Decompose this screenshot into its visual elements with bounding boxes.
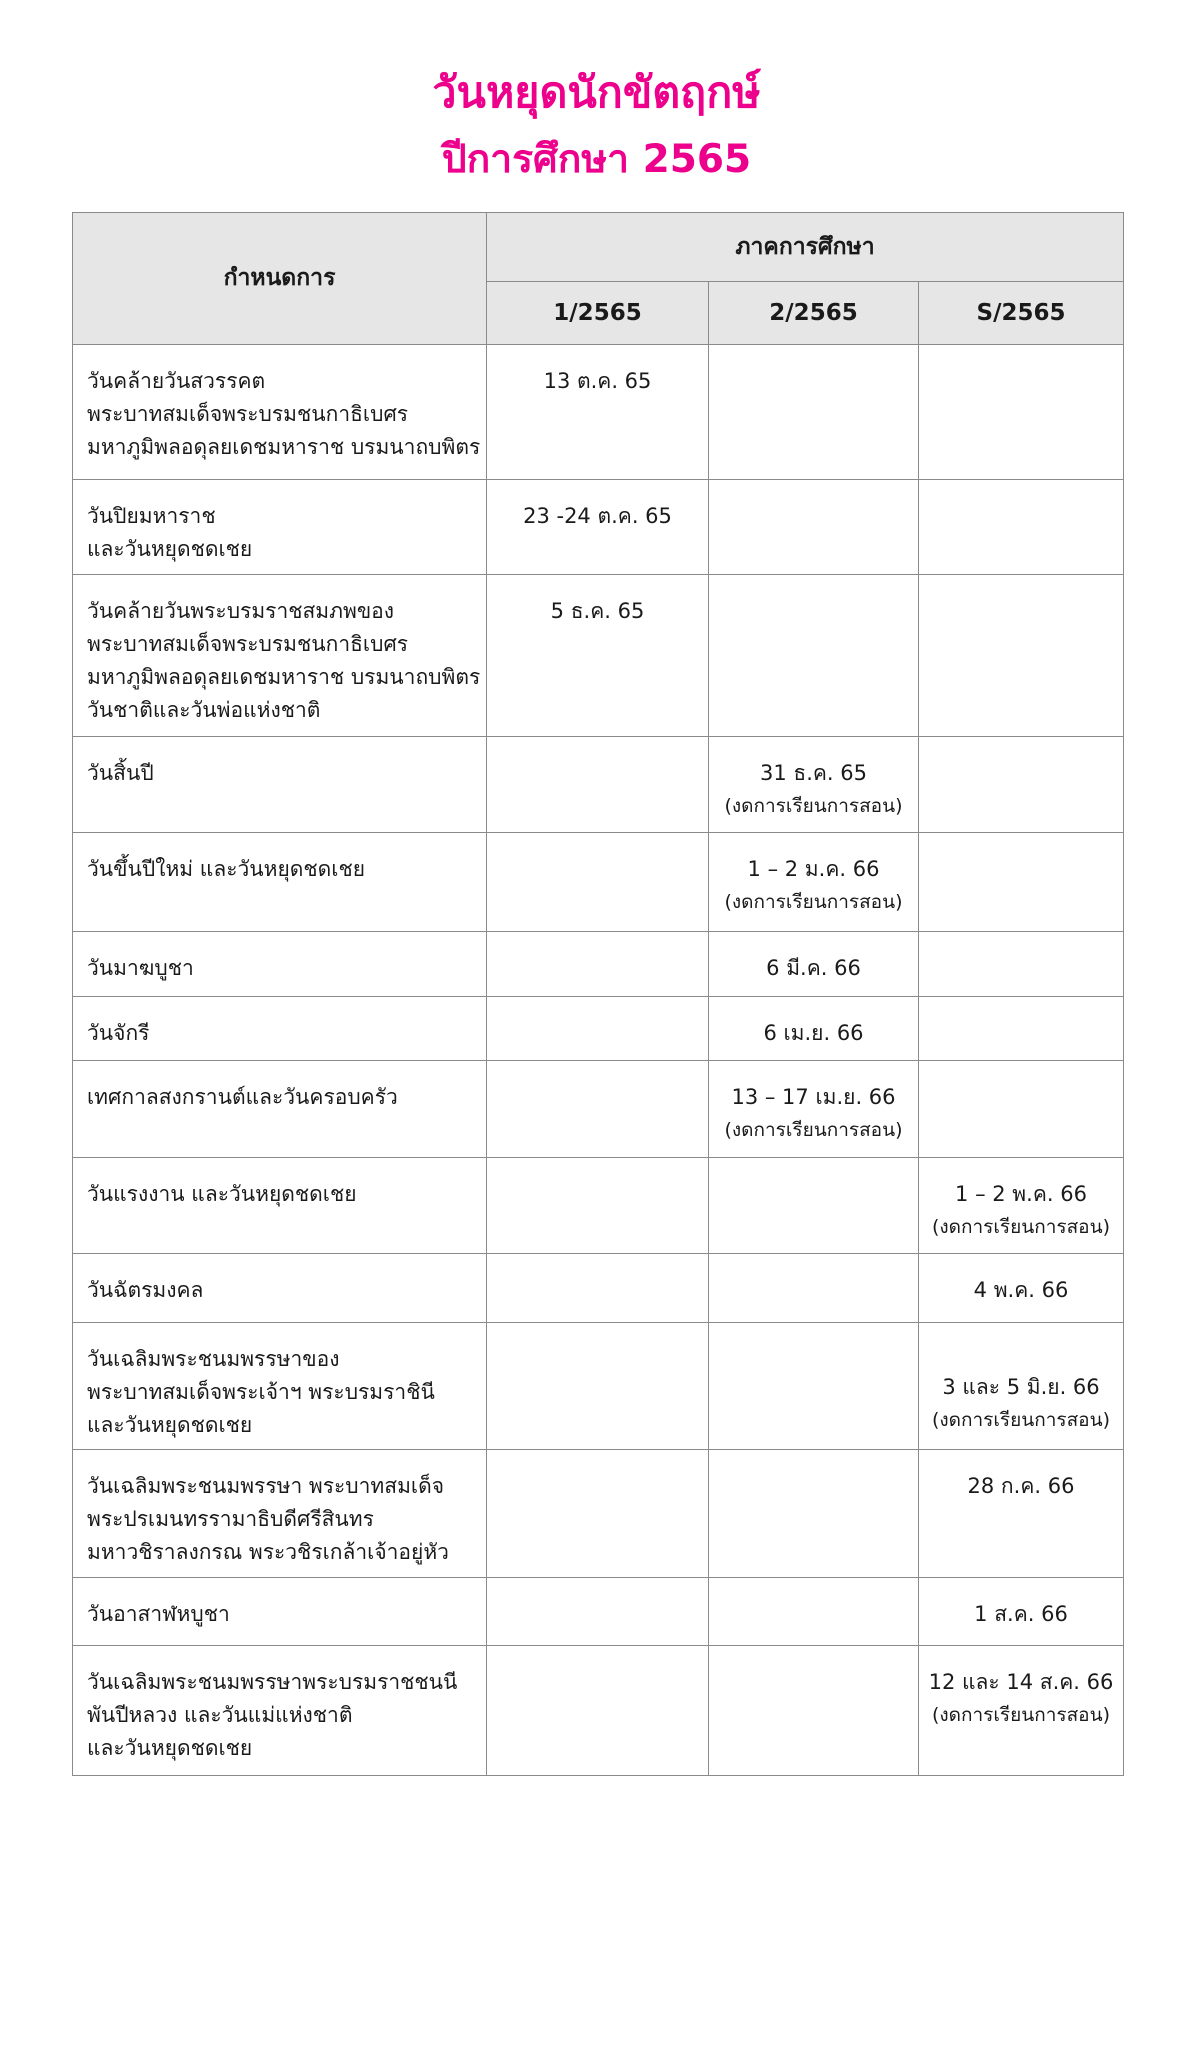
- event-label-line: และวันหยุดชดเชย: [87, 537, 253, 561]
- event-label-line: มหาภูมิพลอดุลยเดชมหาราช บรมนาถบพิตร: [87, 435, 481, 459]
- no-class-note: (งดการเรียนการสอน): [724, 795, 903, 817]
- date-value: 28 ก.ค. 66: [967, 1474, 1075, 1498]
- table-row: [73, 997, 1124, 1061]
- event-label-line: และวันหยุดชดเชย: [87, 1736, 253, 1760]
- date-cell-semester-1: [487, 1450, 709, 1578]
- date-value: 1 – 2 พ.ค. 66: [955, 1182, 1087, 1206]
- event-label-line: วันเฉลิมพระชนมพรรษาของ: [87, 1347, 340, 1371]
- event-label: [73, 1254, 487, 1323]
- event-label: [73, 345, 487, 480]
- event-label-line: วันแรงงาน และวันหยุดชดเชย: [87, 1182, 357, 1206]
- date-cell-semester-s: [919, 1578, 1124, 1646]
- date-cell-semester-1: [487, 575, 709, 737]
- table-row: [73, 1646, 1124, 1776]
- date-cell-semester-2: [709, 1254, 919, 1323]
- date-cell-semester-2: [709, 833, 919, 932]
- date-cell-semester-1: [487, 1061, 709, 1158]
- date-cell-semester-2: [709, 737, 919, 833]
- table-row: [73, 575, 1124, 737]
- no-class-note: (งดการเรียนการสอน): [724, 1119, 903, 1141]
- table-row: [73, 833, 1124, 932]
- date-cell-semester-s: [919, 480, 1124, 575]
- event-label: [73, 1578, 487, 1646]
- event-label-line: วันขึ้นปีใหม่ และวันหยุดชดเชย: [87, 857, 366, 881]
- event-label: [73, 1158, 487, 1254]
- date-cell-semester-2: [709, 575, 919, 737]
- date-value: 3 และ 5 มิ.ย. 66: [942, 1375, 1100, 1399]
- date-cell-semester-2: [709, 1578, 919, 1646]
- header-event: กำหนดการ: [73, 213, 487, 345]
- date-cell-semester-1: [487, 345, 709, 480]
- date-cell-semester-s: [919, 1450, 1124, 1578]
- date-value: 6 มี.ค. 66: [766, 956, 861, 980]
- event-label: [73, 1061, 487, 1158]
- no-class-note: (งดการเรียนการสอน): [931, 1216, 1110, 1238]
- date-cell-semester-1: [487, 932, 709, 997]
- date-cell-semester-1: [487, 1323, 709, 1450]
- event-label: [73, 997, 487, 1061]
- table-row: [73, 737, 1124, 833]
- table-row: [73, 480, 1124, 575]
- table-row: [73, 1254, 1124, 1323]
- event-label-line: วันชาติและวันพ่อแห่งชาติ: [87, 698, 321, 722]
- date-cell-semester-s: [919, 1061, 1124, 1158]
- event-label-line: มหาวชิราลงกรณ พระวชิรเกล้าเจ้าอยู่หัว: [87, 1540, 449, 1564]
- page-subtitle: ปีการศึกษา 2565: [441, 137, 752, 182]
- event-label: [73, 1323, 487, 1450]
- event-label: [73, 737, 487, 833]
- header-semester-2: 2/2565: [709, 282, 919, 345]
- event-label-line: วันฉัตรมงคล: [87, 1278, 204, 1302]
- date-cell-semester-s: [919, 737, 1124, 833]
- event-label-line: พันปีหลวง และวันแม่แห่งชาติ: [87, 1703, 353, 1727]
- event-label-line: วันมาฆบูชา: [87, 956, 194, 980]
- event-label-line: พระบาทสมเด็จพระบรมชนกาธิเบศร: [87, 632, 409, 656]
- event-label: [73, 1450, 487, 1578]
- date-value: 1 – 2 ม.ค. 66: [747, 857, 880, 881]
- date-value: 5 ธ.ค. 65: [550, 599, 645, 623]
- header-semester-1: 1/2565: [487, 282, 709, 345]
- table-row: [73, 345, 1124, 480]
- date-cell-semester-s: [919, 1646, 1124, 1776]
- table-row: [73, 1061, 1124, 1158]
- event-label-line: วันอาสาฬหบูชา: [87, 1602, 230, 1626]
- table-row: [73, 932, 1124, 997]
- date-cell-semester-2: [709, 1450, 919, 1578]
- date-value: 13 – 17 เม.ย. 66: [731, 1085, 896, 1109]
- date-cell-semester-1: [487, 1578, 709, 1646]
- no-class-note: (งดการเรียนการสอน): [724, 891, 903, 913]
- event-label-line: เทศกาลสงกรานต์และวันครอบครัว: [87, 1085, 398, 1109]
- date-cell-semester-1: [487, 1158, 709, 1254]
- date-cell-semester-2: [709, 932, 919, 997]
- event-label: [73, 480, 487, 575]
- date-value: 12 และ 14 ส.ค. 66: [928, 1670, 1114, 1694]
- event-label: [73, 833, 487, 932]
- date-cell-semester-1: [487, 1254, 709, 1323]
- date-cell-semester-s: [919, 1323, 1124, 1450]
- table-row: [73, 1158, 1124, 1254]
- date-value: 4 พ.ค. 66: [973, 1278, 1069, 1302]
- no-class-note: (งดการเรียนการสอน): [931, 1704, 1110, 1726]
- event-label-line: วันปิยมหาราช: [87, 504, 216, 528]
- date-cell-semester-1: [487, 1646, 709, 1776]
- date-value: 1 ส.ค. 66: [974, 1602, 1068, 1626]
- page-title: วันหยุดนักขัตฤกษ์: [432, 68, 761, 118]
- date-cell-semester-2: [709, 1061, 919, 1158]
- date-cell-semester-2: [709, 997, 919, 1061]
- date-value: 13 ต.ค. 65: [543, 369, 652, 393]
- event-label-line: มหาภูมิพลอดุลยเดชมหาราช บรมนาถบพิตร: [87, 665, 481, 689]
- date-cell-semester-s: [919, 997, 1124, 1061]
- event-label-line: พระปรเมนทรรามาธิบดีศรีสินทร: [87, 1507, 374, 1531]
- date-cell-semester-1: [487, 737, 709, 833]
- table-row: [73, 1578, 1124, 1646]
- date-cell-semester-1: [487, 997, 709, 1061]
- event-label-line: และวันหยุดชดเชย: [87, 1413, 253, 1437]
- event-label-line: วันคล้ายวันสวรรคต: [87, 369, 266, 393]
- event-label-line: วันสิ้นปี: [87, 761, 154, 785]
- event-label-line: พระบาทสมเด็จพระเจ้าฯ พระบรมราชินี: [87, 1380, 435, 1404]
- date-cell-semester-s: [919, 1254, 1124, 1323]
- table-row: [73, 1323, 1124, 1450]
- event-label-line: วันเฉลิมพระชนมพรรษา พระบาทสมเด็จ: [87, 1474, 445, 1498]
- event-label-line: วันเฉลิมพระชนมพรรษาพระบรมราชชนนี: [87, 1670, 458, 1694]
- date-cell-semester-2: [709, 1323, 919, 1450]
- event-label: [73, 575, 487, 737]
- event-label: [73, 1646, 487, 1776]
- event-label-line: วันคล้ายวันพระบรมราชสมภพของ: [87, 599, 395, 623]
- date-value: 6 เม.ย. 66: [763, 1021, 864, 1045]
- date-cell-semester-2: [709, 480, 919, 575]
- date-cell-semester-s: [919, 1158, 1124, 1254]
- event-label-line: พระบาทสมเด็จพระบรมชนกาธิเบศร: [87, 402, 409, 426]
- table-row: [73, 1450, 1124, 1578]
- event-label: [73, 932, 487, 997]
- event-label-line: วันจักรี: [87, 1021, 150, 1045]
- date-cell-semester-1: [487, 480, 709, 575]
- date-cell-semester-1: [487, 833, 709, 932]
- date-cell-semester-s: [919, 575, 1124, 737]
- header-semester-s: S/2565: [919, 282, 1124, 345]
- holiday-table: [72, 212, 1124, 1776]
- date-cell-semester-2: [709, 1158, 919, 1254]
- date-cell-semester-2: [709, 345, 919, 480]
- date-value: 31 ธ.ค. 65: [759, 761, 867, 785]
- date-value: 23 -24 ต.ค. 65: [523, 504, 672, 528]
- date-cell-semester-2: [709, 1646, 919, 1776]
- header-semester-group: ภาคการศึกษา: [487, 213, 1124, 282]
- no-class-note: (งดการเรียนการสอน): [931, 1409, 1110, 1431]
- date-cell-semester-s: [919, 345, 1124, 480]
- date-cell-semester-s: [919, 833, 1124, 932]
- date-cell-semester-s: [919, 932, 1124, 997]
